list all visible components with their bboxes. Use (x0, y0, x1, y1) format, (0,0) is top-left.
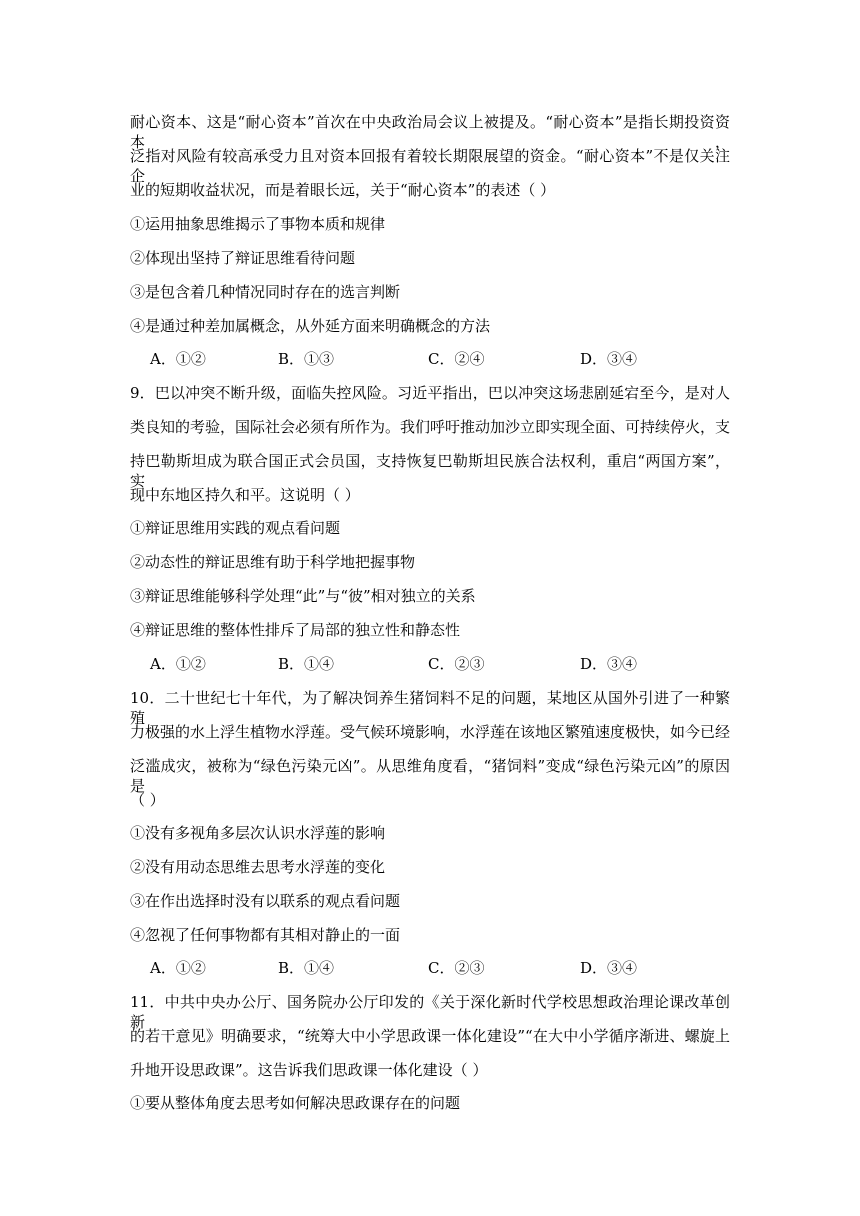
question-8-option-c[interactable]: C．②④ (428, 350, 485, 368)
question-8-statement-1: ①运用抽象思维揭示了事物本质和规律 (130, 215, 386, 233)
question-9-line-2: 类良知的考验，国际社会必须有所作为。我们呼吁推动加沙立即实现全面、可持续停火，支 (130, 418, 731, 436)
question-9-line-1: 9．巴以冲突不断升级，面临失控风险。习近平指出，巴以冲突这场悲剧延宕至今，是对人 (130, 384, 730, 402)
question-9-statement-2: ②动态性的辩证思维有助于科学地把握事物 (130, 553, 416, 571)
question-8-line-2: 泛指对风险有较高承受力且对资本回报有着较长期限展望的资金。“耐心资本”不是仅关注企 (130, 147, 730, 185)
question-8-option-d[interactable]: D．③④ (580, 350, 638, 368)
question-9-statement-3: ③辩证思维能够科学处理“此”与“彼”相对独立的关系 (130, 587, 476, 605)
question-10-option-c[interactable]: C．②③ (428, 959, 485, 977)
question-9-statement-4: ④辩证思维的整体性排斥了局部的独立性和静态性 (130, 621, 461, 639)
question-9-option-b[interactable]: B．①④ (278, 655, 335, 673)
question-8-option-a[interactable]: A．①② (150, 350, 206, 368)
question-8-line-1: 耐心资本、这是“耐心资本”首次在中央政治局会议上被提及。“耐心资本”是指长期投资资本， (130, 113, 730, 151)
question-8-statement-4: ④是通过种差加属概念，从外延方面来明确概念的方法 (130, 317, 491, 335)
question-11-line-3: 升地开设思政课”。这告诉我们思政课一体化建设（ ） (130, 1061, 488, 1079)
question-11-line-1: 11．中共中央办公厅、国务院办公厅印发的《关于深化新时代学校思想政治理论课改革创新 (130, 993, 730, 1031)
question-10-statement-1: ①没有多视角多层次认识水浮莲的影响 (130, 824, 386, 842)
question-9-line-3: 持巴勒斯坦成为联合国正式会员国，支持恢复巴勒斯坦民族合法权利，重启“两国方案”，实 (130, 452, 730, 490)
question-9-option-a[interactable]: A．①② (150, 655, 206, 673)
question-9-option-c[interactable]: C．②③ (428, 655, 485, 673)
question-10-line-3: 泛滥成灾，被称为“绿色污染元凶”。从思维角度看，“猪饲料”变成“绿色污染元凶”的原因是 (130, 757, 730, 795)
question-9-option-d[interactable]: D．③④ (580, 655, 638, 673)
question-10-statement-3: ③在作出选择时没有以联系的观点看问题 (130, 892, 401, 910)
question-11-line-2: 的若干意见》明确要求，“统筹大中小学思政课一体化建设”“在大中小学循序渐进、螺旋上 (130, 1027, 730, 1045)
question-9-statement-1: ①辩证思维用实践的观点看问题 (130, 519, 341, 537)
question-10-statement-4: ④忽视了任何事物都有其相对静止的一面 (130, 926, 401, 944)
question-8-option-b[interactable]: B．①③ (278, 350, 335, 368)
question-10-line-4: （ ） (130, 791, 165, 809)
question-8-statement-3: ③是包含着几种情况同时存在的选言判断 (130, 283, 401, 301)
question-8-statement-2: ②体现出坚持了辩证思维看待问题 (130, 249, 356, 267)
question-10-line-1: 10．二十世纪七十年代，为了解决饲养生猪饲料不足的问题，某地区从国外引进了一种繁殖 (130, 689, 730, 727)
question-10-option-b[interactable]: B．①④ (278, 959, 335, 977)
question-10-line-2: 力极强的水上浮生植物水浮莲。受气候环境影响，水浮莲在该地区繁殖速度极快，如今已经 (130, 723, 731, 741)
question-10-statement-2: ②没有用动态思维去思考水浮莲的变化 (130, 858, 386, 876)
question-11-statement-1: ①要从整体角度去思考如何解决思政课存在的问题 (130, 1094, 461, 1112)
question-10-option-a[interactable]: A．①② (150, 959, 206, 977)
question-8-line-3: 业的短期收益状况，而是着眼长远，关于“耐心资本”的表述（ ） (130, 181, 556, 199)
question-10-option-d[interactable]: D．③④ (580, 959, 638, 977)
question-9-line-4: 现中东地区持久和平。这说明（ ） (130, 486, 360, 504)
